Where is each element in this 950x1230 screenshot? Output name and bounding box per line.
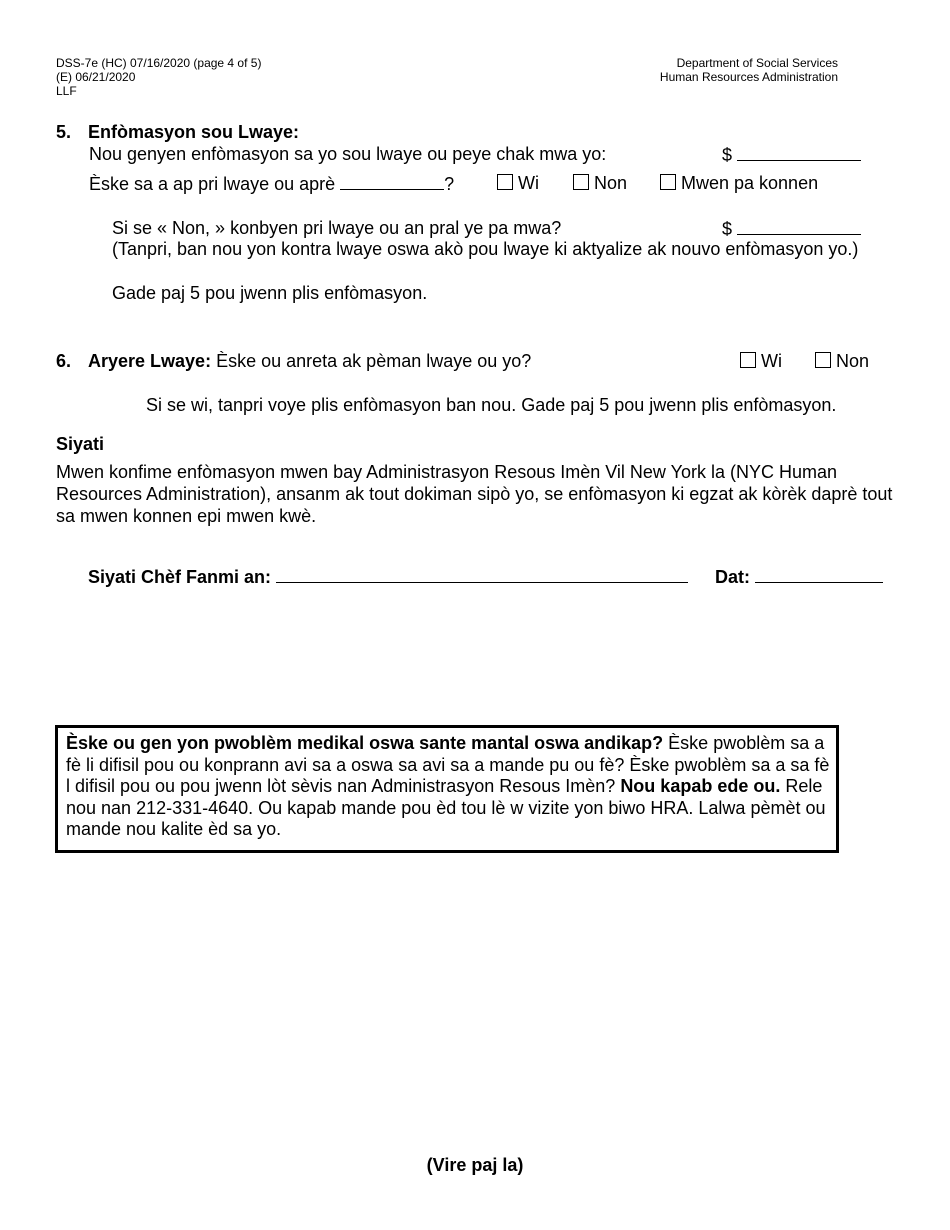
rent-no-label: Non [594,173,628,193]
rent-yes-label: Wi [518,173,539,193]
arrears-followup: Si se wi, tanpri voye plis enfòmasyon ban nou. Gade paj 5 pou jwenn plis enfòmasyon. [146,395,837,415]
form-edition: (E) 06/21/2020 [56,70,136,84]
section-6-question: Èske ou anreta ak pèman lwaye ou yo? [216,351,532,371]
signature-heading: Siyati [56,434,105,454]
rent-no-checkbox[interactable] [573,174,589,190]
date-label: Dat: [715,567,750,587]
new-rent-question: Si se « Non, » konbyen pri lwaye ou an pral ye pa mwa? [112,218,562,238]
department-name: Department of Social Services [676,56,838,70]
section-5-number: 5. [56,122,72,142]
notice-body-1: Èske pwoblèm sa a fè li difisil pou ou konprann avi sa a oswa sa avi sa a mande pu ou fè? Èske pwoblèm sa a sa fè l difisil pou ou pou jwenn lòt sèvis nan Administrasyon Resous Imèn? [66,733,830,796]
rent-unknown-checkbox[interactable] [660,174,676,190]
current-rent-text: Nou genyen enfòmasyon sa yo sou lwaye ou peye chak mwa yo: [89,144,607,164]
arrears-no-option[interactable] [815,350,869,372]
section-6-number: 6. [56,351,72,371]
form-id-header [56,56,261,98]
lease-note: (Tanpri, ban nou yon kontra lwaye oswa akò pou lwaye ki aktyalize ak nouvo enfòmasyon yo.) [112,239,859,259]
arrears-yes-checkbox[interactable] [740,352,756,368]
new-rent-blank[interactable] [737,217,861,235]
current-rent-field[interactable] [722,143,861,166]
rent-yes-option[interactable] [497,172,539,194]
rent-after-question [89,172,454,195]
section-5-see-page: Gade paj 5 pou jwenn plis enfòmasyon. [112,283,428,303]
current-rent-blank[interactable] [737,143,861,161]
form-language-code: LLF [56,84,77,98]
turn-page-note: (Vire paj la) [426,1155,524,1175]
certification-statement: Mwen konfime enfòmasyon mwen bay Administrasyon Resous Imèn Vil New York la (NYC Human Resources Administration), ansanm ak tout dokiman sipò yo, se enfòmasyon ki egzat ak kòrèk daprè tout sa mwen konnen epi mwen kwè. [56,462,893,526]
section-6-title: Aryere Lwaye: [88,351,212,371]
date-line [715,565,883,588]
arrears-no-checkbox[interactable] [815,352,831,368]
rent-unknown-option[interactable] [660,172,818,194]
accessibility-notice-text [66,733,836,841]
rent-no-option[interactable] [573,172,627,194]
arrears-no-label: Non [836,351,870,371]
date-blank[interactable] [755,565,883,583]
dollar-sign: $ [722,219,733,239]
rent-unknown-label: Mwen pa konnen [681,173,819,193]
notice-help: Nou kapab ede ou. [620,776,781,796]
agency-header [660,56,838,84]
section-6-question-line [88,350,531,372]
notice-question: Èske ou gen yon pwoblèm medikal oswa sante mantal oswa andikap? [66,733,664,753]
form-id: DSS-7e (HC) 07/16/2020 (page 4 of 5) [56,56,262,70]
administration-name: Human Resources Administration [659,70,838,84]
rent-after-date-blank[interactable] [340,172,444,190]
arrears-yes-option[interactable] [740,350,782,372]
new-rent-field[interactable] [722,217,861,240]
section-5-title: Enfòmasyon sou Lwaye: [88,122,300,142]
rent-after-suffix: ? [444,174,455,194]
notice-body-2: Rele nou nan 212-331-4640. Ou kapab mande pou èd tou lè w vizite yon biwo HRA. Lalwa pèmèt ou mande nou kalite èd sa yo. [66,776,826,839]
arrears-yes-label: Wi [761,351,782,371]
signature-label: Siyati Chèf Fanmi an: [88,567,272,587]
signature-blank[interactable] [276,565,688,583]
signature-line [88,565,688,588]
dollar-sign: $ [722,145,733,165]
rent-after-prefix: Èske sa a ap pri lwaye ou aprè [89,174,336,194]
rent-yes-checkbox[interactable] [497,174,513,190]
